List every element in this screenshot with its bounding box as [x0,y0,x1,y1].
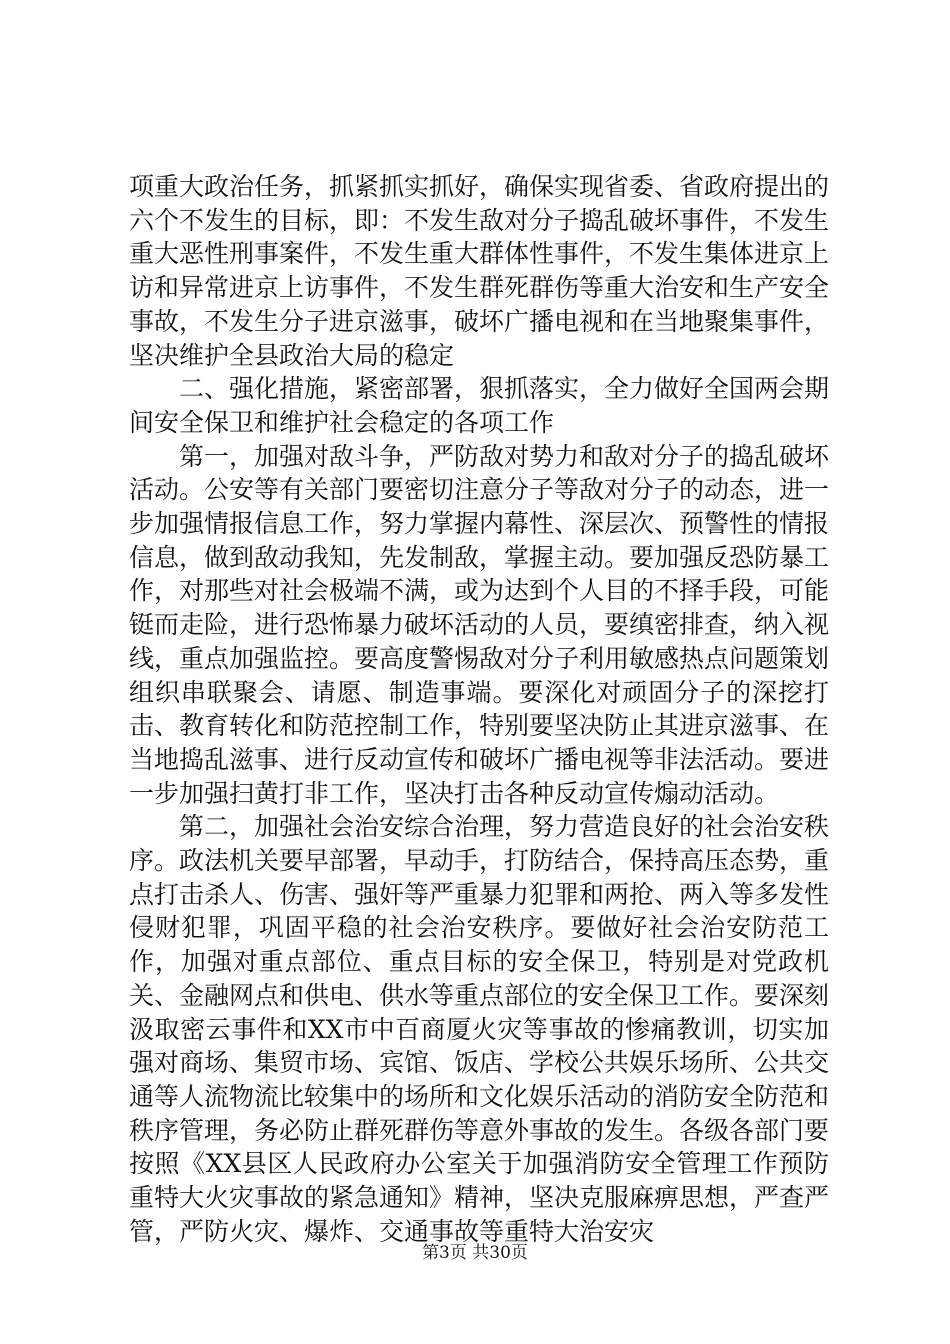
paragraph-continuation: 项重大政治任务，抓紧抓实抓好，确保实现省委、省政府提出的六个不发生的目标，即：不发生敌对分子捣乱破坏事件，不发生重大恶性刑事案件，不发生重大群体性事件，不发生集体进京上访和异常进京上访事件，不发生群死群伤等重大治安和生产安全事故，不发生分子进京滋事，破坏广播电视和在当地聚集事件，坚决维护全县政治大局的稳定 [129,172,830,370]
paragraph-first: 第一，加强对敌斗争，严防敌对势力和敌对分子的捣乱破坏活动。公安等有关部门要密切注意分子等敌对分子的动态，进一步加强情报信息工作，努力掌握内幕性、深层次、预警性的情报信息，做到敌动我知，先发制敌，掌握主动。要加强反恐防暴工作，对那些对社会极端不满，或为达到个人目的不择手段，可能铤而走险，进行恐怖暴力破坏活动的人员，要缜密排查，纳入视线，重点加强监控。要高度警惕敌对分子利用敏感热点问题策划组织串联聚会、请愿、制造事端。要深化对顽固分子的深挖打击、教育转化和防范控制工作，特别要坚决防止其进京滋事、在当地捣乱滋事、进行反动宣传和破坏广播电视等非法活动。要进一步加强扫黄打非工作，坚决打击各种反动宣传煽动活动。 [129,441,830,808]
document-body [129,170,829,1249]
paragraph-second: 第二，加强社会治安综合治理，努力营造良好的社会治安秩序。政法机关要早部署，早动手，打防结合，保持高压态势，重点打击杀人、伤害、强奸等严重暴力犯罪和两抢、两入等多发性侵财犯罪，巩固平稳的社会治安秩序。要做好社会治安防范工作，加强对重点部位、重点目标的安全保卫，特别是对党政机关、金融网点和供电、供水等重点部位的安全保卫工作。要深刻汲取密云事件和XX市中百商厦火灾等事故的惨痛教训，切实加强对商场、集贸市场、宾馆、饭店、学校公共娱乐场所、公共交通等人流物流比较集中的场所和文化娱乐活动的消防安全防范和秩序管理，务必防止群死群伤等意外事故的发生。各级各部门要按照《XX县区人民政府办公室关于加强消防安全管理工作预防重特大火灾事故的紧急通知》精神，坚决克服麻痹思想，严查严管，严防火灾、爆炸、交通事故等重特大治安灾 [129,812,830,1246]
page-footer: 第3页 共30页 [422,1243,528,1263]
section-heading-2: 二、强化措施，紧密部署，狠抓落实，全力做好全国两会期间安全保卫和维护社会稳定的各项工作 [129,374,830,437]
